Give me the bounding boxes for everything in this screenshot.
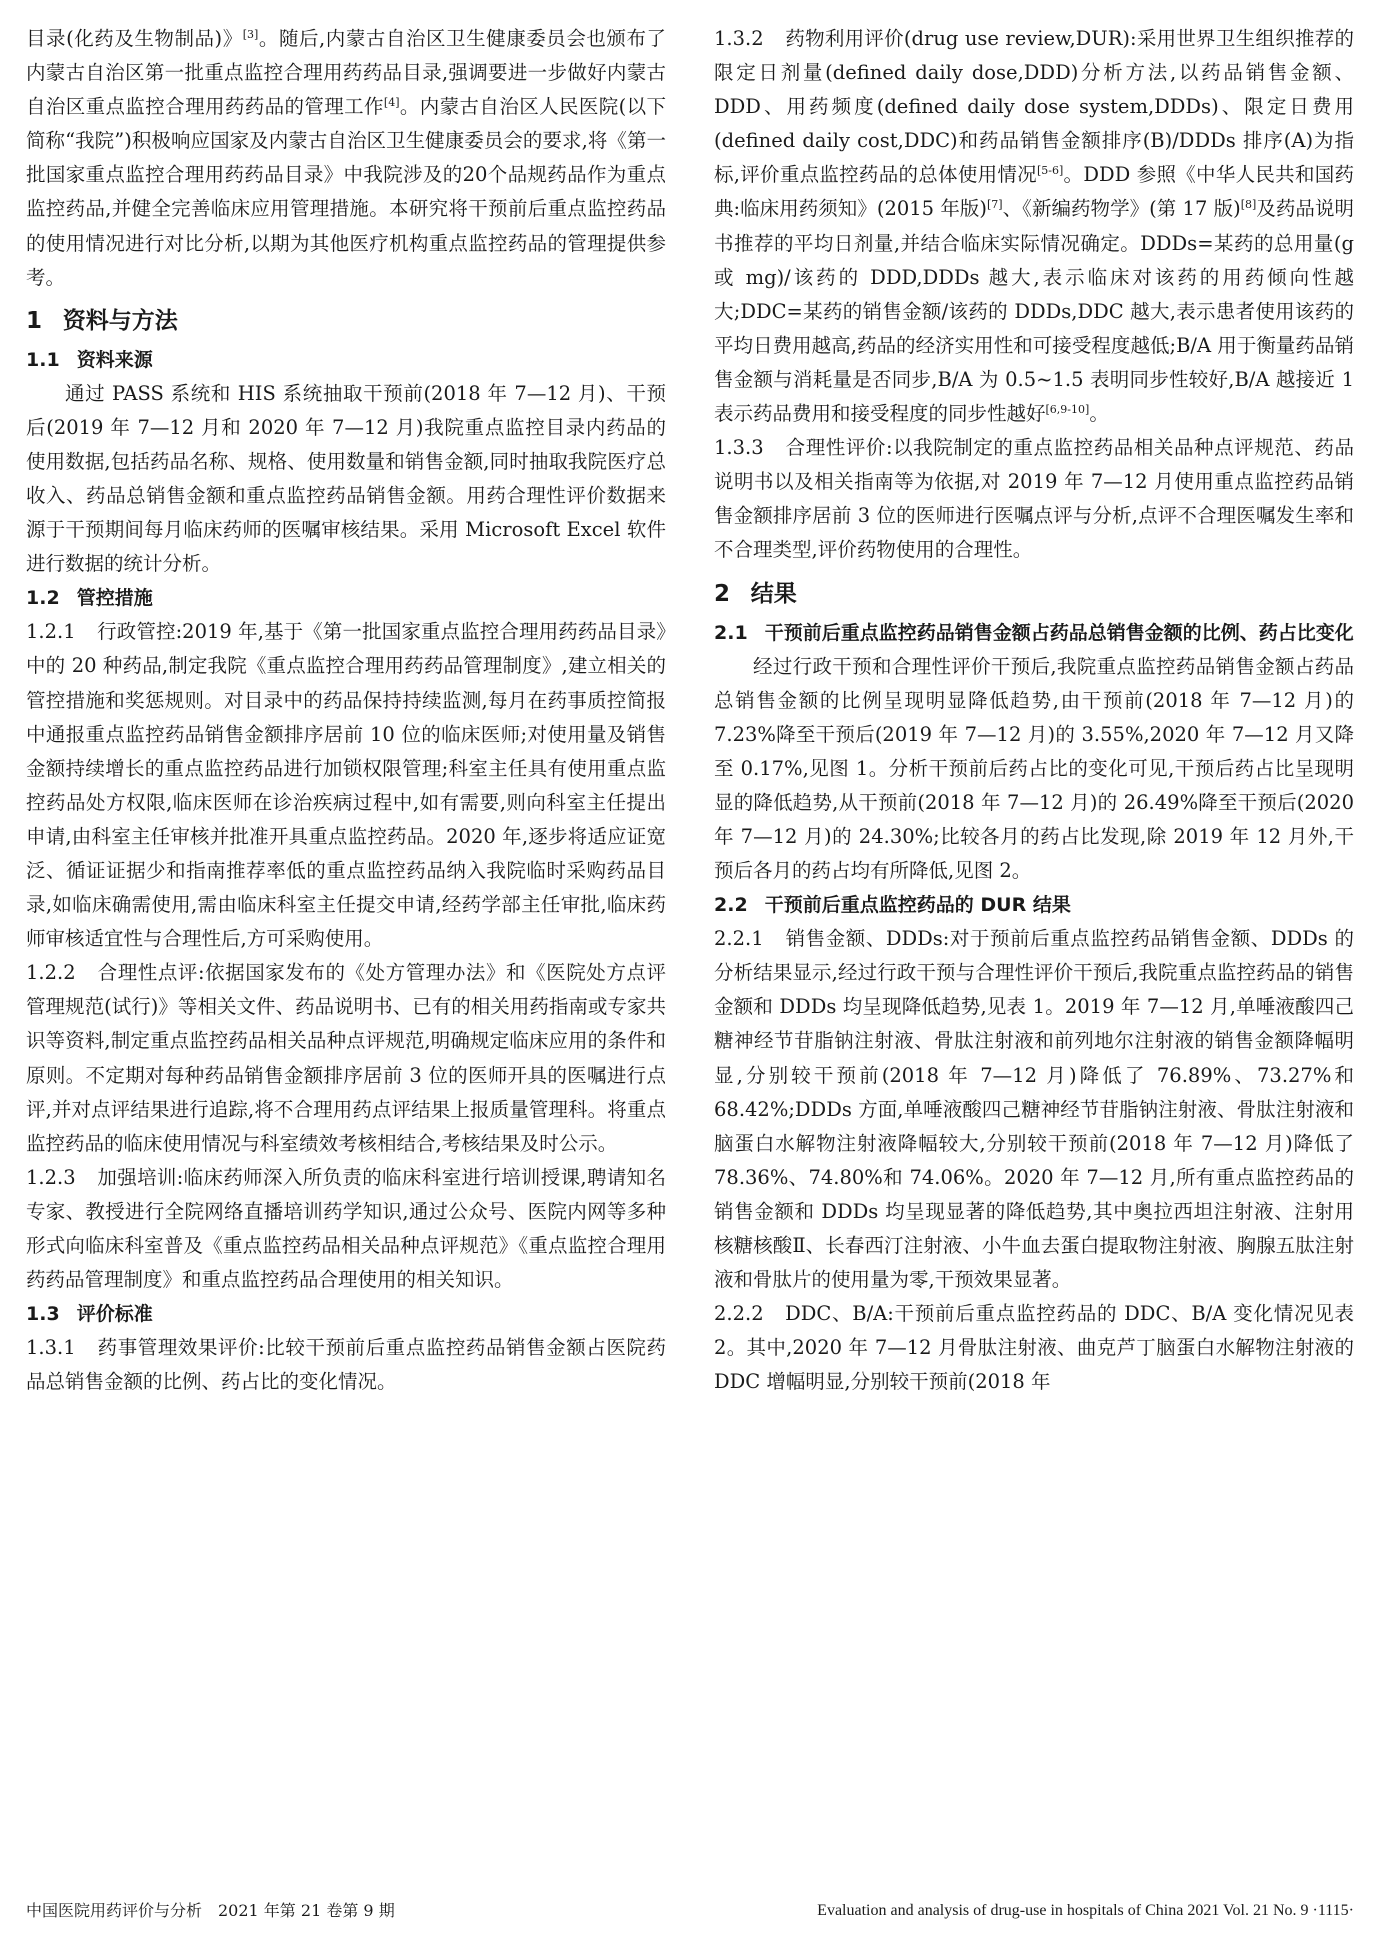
heading-text: 干预前后重点监控药品销售金额占药品总销售金额的比例、药占比变化 <box>764 621 1354 644</box>
heading-number: 2.2 <box>714 894 748 917</box>
body-paragraph <box>26 615 666 956</box>
heading-number: 1 <box>26 307 43 334</box>
body-paragraph <box>714 1297 1354 1399</box>
heading-text: 结果 <box>750 580 797 607</box>
paragraph-number: 1.3.2 <box>714 27 764 50</box>
heading-number: 2 <box>714 580 731 607</box>
subsection-heading <box>26 581 666 615</box>
body-paragraph <box>26 956 666 1161</box>
subsection-heading <box>26 343 666 377</box>
heading-text: 评价标准 <box>76 1303 153 1326</box>
paragraph-text: 通过 PASS 系统和 HIS 系统抽取干预前(2018 年 7—12 月)、干预后(2019 年 7—12 月和 2020 年 7—12 月)我院重点监控目录内药品的使用数据,包括药品名称、规格、使用数量和销售金额,同时抽取我院医疗总收入、药品总销售金额和重点监控药品销售金额。用药合理性评价数据来源于干预期间每月临床药师的医嘱审核结果。采用 Microsoft Excel 软件进行数据的统计分析。 <box>26 381 666 576</box>
paragraph-text: 、《新编药物学》(第 17 版) <box>1002 197 1241 221</box>
heading-number: 1.2 <box>26 587 60 610</box>
citation-ref: [4] <box>383 96 400 110</box>
paragraph-text: 销售金额、DDDs:对于预前后重点监控药品销售金额、DDDs 的分析结果显示,经过行政干预与合理性评价干预后,我院重点监控药品的销售金额和 DDDs 均呈现降低趋势,见表 1。2019 年 7—12 月,单唾液酸四己糖神经节苷脂钠注射液、骨肽注射液和前列地尔注射液的销售金额降幅明显,分别较干预前(2018 年 7—12 月)降低了 76.89%、73.27%和 68.42%;DDDs 方面,单唾液酸四己糖神经节苷脂钠注射液、骨肽注射液和脑蛋白水解物注射液降幅较大,分别较干预前(2018 年 7—12 月)降低了 78.36%、74.80%和 74.06%。2020 年 7—12 月,所有重点监控药品的销售金额和 DDDs 均呈现显著的降低趋势,其中奥拉西坦注射液、注射用核糖核酸Ⅱ、长春西汀注射液、小牛血去蛋白提取物注射液、胸腺五肽注射液和骨肽片的使用量为零,干预效果显著。 <box>714 927 1354 1292</box>
section-heading <box>714 574 1354 614</box>
body-paragraph <box>26 377 666 582</box>
body-paragraph <box>714 650 1354 889</box>
paragraph-text: DDC、B/A:干预前后重点监控药品的 DDC、B/A 变化情况见表 2。其中,2020 年 7—12 月骨肽注射液、曲克芦丁脑蛋白水解物注射液的 DDC 增幅明显,分别较干预前(2018 年 <box>714 1302 1354 1394</box>
paragraph-number: 1.3.3 <box>714 436 764 460</box>
paragraph-text: 行政管控:2019 年,基于《第一批国家重点监控合理用药药品目录》中的 20 种药品,制定我院《重点监控合理用药药品管理制度》,建立相关的管控措施和奖惩规则。对目录中的药品保持持续监测,每月在药事质控简报中通报重点监控药品销售金额排序居前 10 位的临床医师;对使用量及销售金额持续增长的重点监控药品进行加锁权限管理;科室主任具有使用重点监控药品处方权限,临床医师在诊治疾病过程中,如有需要,则向科室主任提出申请,由科室主任审核并批准开具重点监控药品。2020 年,逐步将适应证宽泛、循证证据少和指南推荐率低的重点监控药品纳入我院临时采购药品目录,如临床确需使用,需由临床科室主任提交申请,经药学部主任审批,临床药师审核适宜性与合理性后,方可采购使用。 <box>26 620 666 951</box>
paragraph-text: 合理性点评:依据国家发布的《处方管理办法》和《医院处方点评管理规范(试行)》等相关文件、药品说明书、已有的相关用药指南或专家共识等资料,制定重点监控药品相关品种点评规范,明确规定临床应用的条件和原则。不定期对每种药品销售金额排序居前 3 位的医师开具的医嘱进行点评,并对点评结果进行追踪,将不合理用药点评结果上报质量管理科。将重点监控药品的临床使用情况与科室绩效考核相结合,考核结果及时公示。 <box>26 961 666 1155</box>
body-paragraph <box>714 922 1354 1297</box>
heading-text: 管控措施 <box>76 587 153 610</box>
heading-text: 资料与方法 <box>62 307 178 334</box>
heading-number: 1.3 <box>26 1303 60 1326</box>
paragraph-number: 1.3.1 <box>26 1336 76 1360</box>
heading-number: 1.1 <box>26 348 60 371</box>
paragraph-number: 1.2.1 <box>26 620 76 644</box>
citation-ref: [7] <box>987 198 1003 212</box>
journal-english-footer: Evaluation and analysis of drug-use in hospitals of China 2021 Vol. 21 No. 9 ·1115· <box>817 1902 1354 1919</box>
paragraph-text: 药物利用评价(drug use review,DUR):采用世界卫生组织推荐的限定日剂量(defined daily dose,DDD)分析方法,以药品销售金额、DDD、用药频度(defined daily dose system,DDDs)、限定日费用(defined daily cost,DDC)和药品销售金额排序(B)/DDDs 排序(A)为指标,评价重点监控药品的总体使用情况 <box>714 27 1354 187</box>
subsection-heading <box>26 1297 666 1331</box>
paragraph-text: 及药品说明书推荐的平均日剂量,并结合临床实际情况确定。DDDs=某药的总用量(g 或 mg)/该药的 DDD,DDDs 越大,表示临床对该药的用药倾向性越大;DDC=某药的销售金额/该药的 DDDs,DDC 越大,表示患者使用该药的平均日费用越高,药品的经济实用性和可接受程度越低;B/A 用于衡量药品销售金额与消耗量是否同步,B/A 为 0.5~1.5 表明同步性较好,B/A 越接近 1 表示药品费用和接受程度的同步性越好 <box>714 197 1354 426</box>
heading-text: 干预前后重点监控药品的 DUR 结果 <box>764 894 1071 917</box>
paragraph-number: 2.2.2 <box>714 1302 764 1326</box>
page-footer <box>26 1898 1354 1924</box>
body-paragraph <box>714 22 1354 431</box>
heading-number: 2.1 <box>714 621 748 644</box>
body-paragraph <box>26 1161 666 1297</box>
paragraph-number: 2.2.1 <box>714 927 764 951</box>
right-column <box>714 22 1354 1399</box>
paragraph-text: 经过行政干预和合理性评价干预后,我院重点监控药品销售金额占药品总销售金额的比例呈现明显降低趋势,由干预前(2018 年 7—12 月)的 7.23%降至干预后(2019 年 7—12 月)的 3.55%,2020 年 7—12 月又降至 0.17%,见图 1。分析干预前后药占比的变化可见,干预后药占比呈现明显的降低趋势,从干预前(2018 年 7—12 月)的 26.49%降至干预后(2020 年 7—12 月)的 24.30%;比较各月的药占比发现,除 2019 年 12 月外,干预后各月的药占均有所降低,见图 2。 <box>714 654 1354 883</box>
body-paragraph <box>26 1331 666 1399</box>
body-paragraph <box>714 431 1354 567</box>
journal-issue-footer: 中国医院用药评价与分析 2021 年第 21 卷第 9 期 <box>26 1901 395 1920</box>
paragraph-text: 合理性评价:以我院制定的重点监控药品相关品种点评规范、药品说明书以及相关指南等为依据,对 2019 年 7—12 月使用重点监控药品销售金额排序居前 3 位的医师进行医嘱点评与分析,点评不合理医嘱发生率和不合理类型,评价药物使用的合理性。 <box>714 436 1354 562</box>
heading-text: 资料来源 <box>76 348 153 371</box>
paragraph-text: 加强培训:临床药师深入所负责的临床科室进行培训授课,聘请知名专家、教授进行全院网络直播培训药学知识,通过公众号、医院内网等多种形式向临床科室普及《重点监控药品相关品种点评规范》《重点监控合理用药药品管理制度》和重点监控药品合理使用的相关知识。 <box>26 1165 666 1292</box>
left-column <box>26 22 666 1399</box>
paragraph-text: 。DDD 参照《中华人民共和国药典:临床用药须知》(2015 年版) <box>714 163 1355 221</box>
paragraph-text: 。 <box>1089 402 1109 426</box>
citation-ref: [3] <box>242 28 259 41</box>
citation-ref: [8] <box>1240 198 1257 212</box>
citation-ref: [6,9-10] <box>1045 403 1090 417</box>
body-paragraph <box>26 22 666 295</box>
paragraph-number: 1.2.3 <box>26 1165 76 1189</box>
section-heading <box>26 301 666 341</box>
paragraph-text: 。随后,内蒙古自治区卫生健康委员会也颁布了内蒙古自治区第一批重点监控合理用药药品目录,强调要进一步做好内蒙古自治区重点监控合理用药药品的管理工作 <box>26 27 667 119</box>
citation-ref: [5-6] <box>1036 164 1064 178</box>
paragraph-text: 。内蒙古自治区人民医院(以下简称“我院”)积极响应国家及内蒙古自治区卫生健康委员会的要求,将《第一批国家重点监控合理用药药品目录》中我院涉及的20个品规药品作为重点监控药品,并健全完善临床应用管理措施。本研究将干预前后重点监控药品的使用情况进行对比分析,以期为其他医疗机构重点监控药品的管理提供参考。 <box>26 95 666 289</box>
subsection-heading <box>714 616 1354 650</box>
paragraph-text: 目录(化药及生物制品)》 <box>26 27 243 50</box>
paragraph-number: 1.2.2 <box>26 961 76 985</box>
paragraph-text: 药事管理效果评价:比较干预前后重点监控药品销售金额占医院药品总销售金额的比例、药占比的变化情况。 <box>26 1336 666 1394</box>
subsection-heading <box>714 888 1354 922</box>
